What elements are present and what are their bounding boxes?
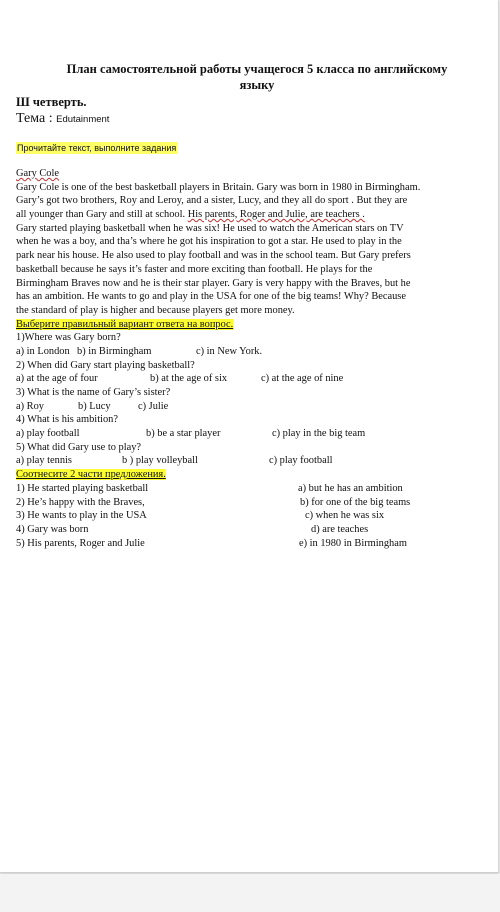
option-b: b) in Birmingham <box>77 345 152 357</box>
match-left: 2) He’s happy with the Braves, <box>16 496 145 508</box>
theme-label: Тема : <box>16 111 57 126</box>
match-right: e) in 1980 in Birmingham <box>299 537 407 549</box>
theme-value: Edutainment <box>56 114 110 125</box>
theme-line <box>16 111 109 127</box>
option-c: c) Julie <box>138 400 169 412</box>
task2-heading: Соотнесите 2 части предложения. <box>16 469 166 481</box>
document-title <box>22 61 492 93</box>
viewer-background <box>0 874 500 912</box>
option-a: a) at the age of four <box>16 373 98 385</box>
match-row <box>16 537 496 551</box>
text-heading: Gary Cole <box>16 168 59 179</box>
option-a: a) Roy <box>16 400 44 412</box>
question: 5) What did Gary use to play? <box>16 441 142 453</box>
title-line-2: языку <box>239 78 275 92</box>
option-b: b) be a star player <box>146 428 221 440</box>
text-line-part: all younger than Gary and still at school. <box>16 209 188 221</box>
option-a: a) in London <box>16 345 70 357</box>
match-right: c) when he was six <box>305 510 385 522</box>
question: 1)Where was Gary born? <box>16 332 121 344</box>
text-line: Birmingham Braves now and he is their star player. Gary is very happy with the Braves, but he <box>16 277 411 289</box>
answer-options <box>16 400 496 414</box>
option-a: a) play tennis <box>16 455 72 467</box>
text-line: basketball because he says it’s faster and more exciting than football. He plays for the <box>16 263 373 275</box>
question: 2) When did Gary start playing basketball? <box>16 359 195 371</box>
text-line: Gary Cole is one of the best basketball players in Britain. Gary was born in 1980 in Birmingham. <box>16 181 421 193</box>
answer-options <box>16 345 496 359</box>
quarter-label: Ш четверть. <box>16 95 87 109</box>
text-line: Gary started playing basketball when he was six! He used to watch the American stars on TV <box>16 222 404 234</box>
answer-options <box>16 427 496 441</box>
option-c: c) play in the big team <box>272 428 366 440</box>
text-line: has an ambition. He wants to go and play in the USA for one of the big teams! Why? Because <box>16 291 406 303</box>
text-line: the standard of play is higher and because players get more money. <box>16 304 295 316</box>
match-row <box>16 509 496 523</box>
match-row <box>16 496 496 510</box>
match-row <box>16 482 496 496</box>
match-left: 1) He started playing basketball <box>16 482 149 494</box>
question: 4) What is his ambition? <box>16 414 118 426</box>
match-left: 3) He wants to play in the USA <box>16 510 147 522</box>
text-line: park near his house. He also used to play football and was in the school team. But Gary prefers <box>16 250 411 262</box>
option-c: c) play football <box>269 455 333 467</box>
answer-options <box>16 454 496 468</box>
underlined-sentence: His parents, Roger and Julie, are teachers . <box>187 209 365 221</box>
title-line-1: План самостоятельной работы учащегося 5 класса по английскому <box>66 62 448 76</box>
option-a: a) play football <box>16 428 80 440</box>
question: 3) What is the name of Gary’s sister? <box>16 387 171 398</box>
option-c: c) at the age of nine <box>261 373 344 385</box>
match-right: a) but he has an ambition <box>298 482 403 494</box>
document-body <box>16 167 496 550</box>
task1-heading: Выберите правильный вариант ответа на вопрос. <box>16 318 234 330</box>
match-right: d) are teaches <box>311 523 369 535</box>
text-line: when he was a boy, and tha’s where he got his inspiration to got a star. He used to play in the <box>16 236 402 248</box>
option-b: b) at the age of six <box>150 373 228 385</box>
match-row <box>16 523 496 537</box>
option-c: c) in New York. <box>196 345 263 357</box>
answer-options <box>16 372 496 386</box>
match-left: 5) His parents, Roger and Julie <box>16 537 145 549</box>
option-b: b ) play volleyball <box>122 455 198 467</box>
option-b: b) Lucy <box>78 400 111 412</box>
match-right: b) for one of the big teams <box>300 496 411 508</box>
match-left: 4) Gary was born <box>16 523 89 535</box>
instruction-highlight: Прочитайте текст, выполните задания <box>17 143 177 153</box>
text-line: Gary’s got two brothers, Roy and Leroy, and a sister, Lucy, and they all do sport . But they are <box>16 195 408 207</box>
text-line <box>16 208 496 222</box>
